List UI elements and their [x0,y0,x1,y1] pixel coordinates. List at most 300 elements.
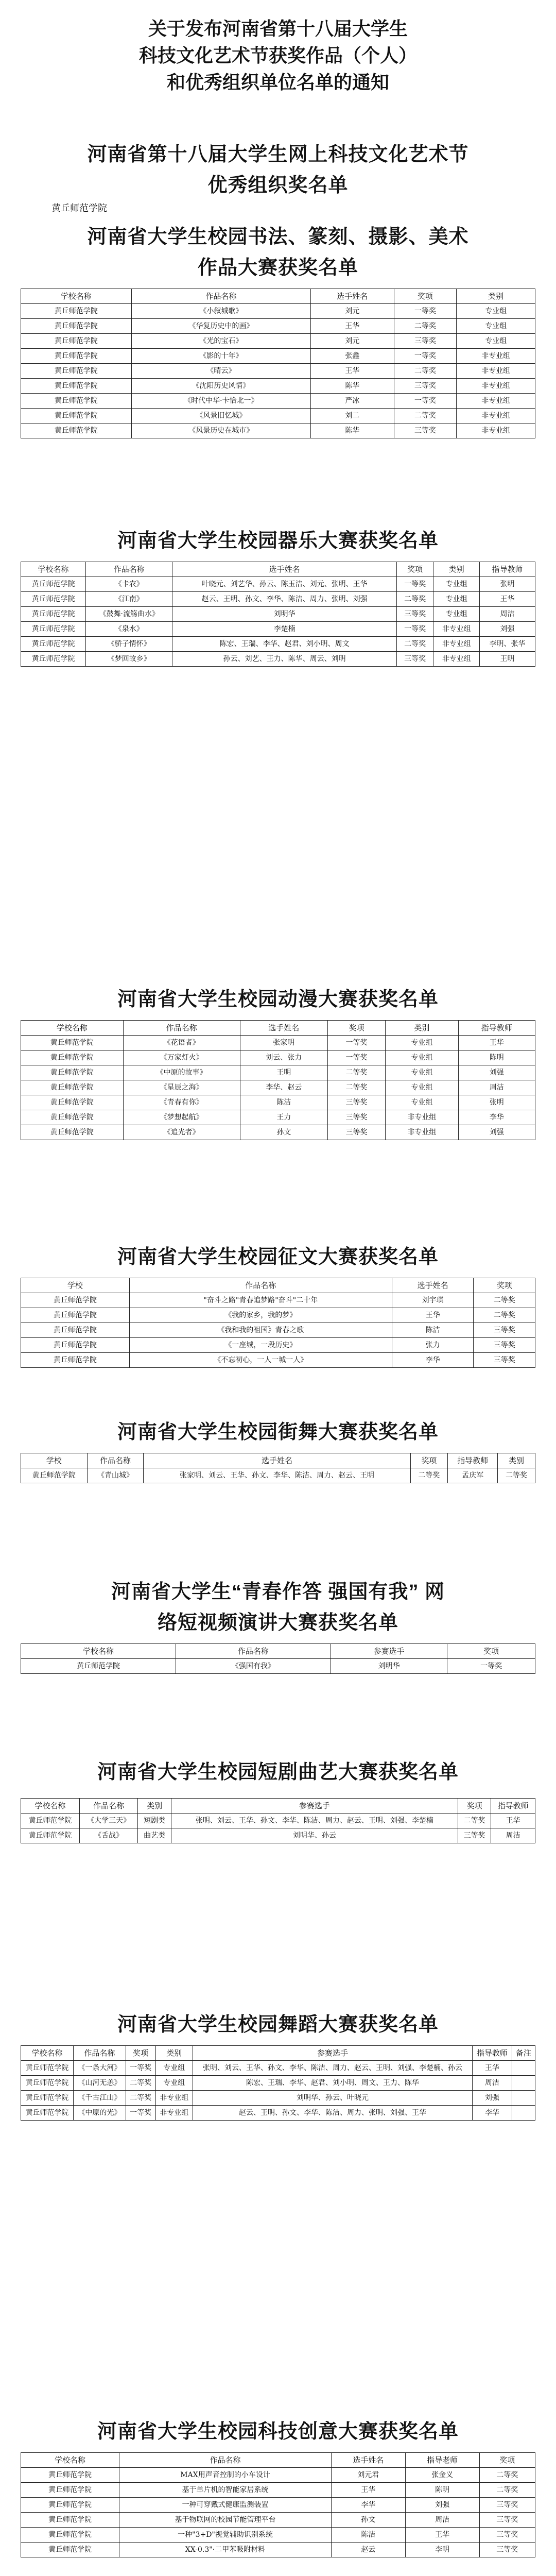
table-cell: 非专业组 [155,2091,193,2106]
table-cell: 《中原的光》 [73,2106,126,2121]
table-cell: 专业组 [386,1036,458,1050]
table-header-row [21,1644,535,1659]
table-cell: 张家明 [240,1036,327,1050]
table-cell: 专业组 [155,2061,193,2076]
column-header: 选手姓名 [240,1021,327,1036]
column-header: 类别 [138,1799,171,1814]
table-cell: 三等奖 [327,1095,386,1110]
table-cell: 《华复历史中的画》 [131,319,310,334]
table-row [21,1659,535,1674]
table-cell: 专业组 [433,592,480,607]
results-table [21,1453,535,1483]
table-row [21,607,535,622]
table-cell: 三等奖 [479,2513,535,2528]
section-title-line: 作品大赛获奖名单 [197,257,358,279]
table-cell: 李华 [392,1353,474,1368]
table-cell: 刘二 [311,409,394,423]
table-row [21,2513,535,2528]
table-cell: 周洁 [458,1080,535,1095]
table-cell: 刘明华 [331,1659,447,1674]
table-cell: 严冰 [311,394,394,409]
table-cell: 黄丘师范学院 [21,1659,176,1674]
column-header: 学校名称 [21,2453,119,2468]
column-header: 作品名称 [86,562,172,577]
table-cell: 三等奖 [394,334,457,349]
table-row [21,423,535,438]
table-cell: 王华 [311,364,394,379]
table-cell: 陈明 [405,2483,479,2498]
table-cell: 黄丘师范学院 [21,1308,130,1323]
table-cell: 非专业组 [433,637,480,652]
table-row [21,2106,535,2121]
table-row [21,2061,535,2076]
table-cell: 黄丘师范学院 [21,1050,124,1065]
table-row [21,394,535,409]
table-cell: 张金义 [405,2468,479,2483]
table-row [21,1036,535,1050]
table-cell: 非专业组 [433,622,480,637]
table-cell: 黄丘师范学院 [21,607,86,622]
table-cell: 王力 [240,1110,327,1125]
results-table [21,1643,535,1674]
column-header: 指导教师 [491,1799,535,1814]
dance-section [21,2009,535,2121]
table-row [21,1468,535,1483]
column-header: 奖项 [410,1453,448,1468]
table-cell: 赵云 [331,2543,405,2557]
section-title: 河南省大学生校园科技创意大赛获奖名单 [97,2421,459,2443]
section-title-line: 络短视频演讲大赛获奖名单 [157,1612,398,1634]
table-cell: 周洁 [491,1828,535,1843]
table-cell: 二等奖 [396,637,433,652]
table-cell: 《小叙城歌》 [131,304,310,319]
table-cell: 非专业组 [457,423,535,438]
table-cell: 黄丘师范学院 [21,2483,119,2498]
table-row [21,409,535,423]
section-title-line: 优秀组织奖名单 [207,175,349,196]
table-row [21,1308,535,1323]
section-title-line: 河南省第十八届大学生网上科技文化艺术节 [87,144,469,165]
table-cell: "奋斗之路"青春追梦路"奋斗"二十年 [129,1293,392,1308]
table-row [21,1080,535,1095]
table-cell: 王明 [240,1065,327,1080]
column-header: 作品名称 [87,1453,144,1468]
drama-section [21,1757,535,1843]
table-cell: 黄丘师范学院 [21,1293,130,1308]
table-cell: 张明、刘云、王华、孙文、李华、陈洁、周力、赵云、王明、刘强、李楚楠 [171,1814,458,1828]
table-row [21,577,535,592]
table-cell: 三等奖 [396,607,433,622]
table-row [21,1353,535,1368]
table-cell: 陈宏、王瑞、李华、赵君、刘小明、周文、王力、陈华 [193,2076,473,2091]
table-cell: 《大学三天》 [79,1814,138,1828]
calligraphy-section [21,222,535,438]
table-row [21,1323,535,1338]
doc-title-line: 关于发布河南省第十八届大学生 [148,18,408,40]
table-cell: 《鼓舞·流觞曲水》 [86,607,172,622]
table-cell: 《追光者》 [123,1125,240,1140]
table-cell: 《我和我的祖国》青春之歌 [129,1323,392,1338]
column-header: 奖项 [474,1278,535,1293]
instrumental-section [21,526,535,667]
doc-title-line: 和优秀组织单位名单的通知 [166,72,389,93]
table-cell: 李华 [458,1110,535,1125]
column-header: 类别 [386,1021,458,1036]
table-cell: 黄丘师范学院 [21,1125,124,1140]
table-cell: 刘强 [473,2091,512,2106]
table-cell: 张鑫 [311,349,394,364]
table-cell: 非专业组 [457,409,535,423]
column-header: 作品名称 [123,1021,240,1036]
table-cell: 张家明、刘云、王华、孙文、李华、陈洁、周力、赵云、王明 [144,1468,410,1483]
table-cell: 三等奖 [474,1323,535,1338]
table-cell: 二等奖 [479,2468,535,2483]
table-cell: 黄丘师范学院 [21,2091,74,2106]
table-cell: 赵云、王明、孙文、李华、陈洁、周力、张明、刘强、王华 [193,2106,473,2121]
table-row [21,2498,535,2513]
section-title: 河南省大学生校园动漫大赛获奖名单 [117,989,439,1010]
table-cell: 黄丘师范学院 [21,1828,80,1843]
column-header: 类别 [498,1453,535,1468]
table-cell: 黄丘师范学院 [21,592,86,607]
table-cell: 王华 [405,2528,479,2543]
table-cell: 《一条大河》 [73,2061,126,2076]
table-cell: 三等奖 [394,379,457,394]
table-cell: 一等奖 [327,1036,386,1050]
table-cell: 张明 [458,1095,535,1110]
table-header-row [21,2046,535,2061]
table-cell: 《泉水》 [86,622,172,637]
table-cell: 二等奖 [479,2483,535,2498]
table-cell: 《一座城，一段历史》 [129,1338,392,1353]
table-cell: 《舌战》 [79,1828,138,1843]
table-cell: 黄丘师范学院 [21,637,86,652]
table-cell: 一等奖 [396,577,433,592]
animation-section [21,984,535,1140]
table-row [21,592,535,607]
column-header: 指导老师 [405,2453,479,2468]
table-cell: MAX用声音控制的小车设计 [119,2468,332,2483]
column-header: 参赛选手 [193,2046,473,2061]
table-row [21,1814,535,1828]
table-cell: 基于单片机的智能家居系统 [119,2483,332,2498]
section-title [21,1577,535,1638]
table-header-row [21,1278,535,1293]
table-cell: 王华 [392,1308,474,1323]
table-cell: 一等奖 [394,349,457,364]
table-header-row [21,1799,535,1814]
org-name: 黄丘师范学院 [51,203,107,214]
table-cell: 李明 [405,2543,479,2557]
table-cell: 《风景历史在城市》 [131,423,310,438]
column-header: 奖项 [396,562,433,577]
table-cell: 刘云、张力 [240,1050,327,1065]
table-cell: 刘宇琪 [392,1293,474,1308]
column-header: 备注 [512,2046,535,2061]
table-cell: 黄丘师范学院 [21,2513,119,2528]
table-cell: 专业组 [457,334,535,349]
table-cell: 黄丘师范学院 [21,423,132,438]
speech-section [21,1577,535,1674]
results-table [21,1020,535,1140]
table-cell: 王华 [331,2483,405,2498]
table-cell: 二等奖 [396,592,433,607]
table-row [21,2076,535,2091]
table-cell: 张明、刘云、王华、孙文、李华、陈洁、周力、赵云、王明、刘强、李楚楠、孙云 [193,2061,473,2076]
table-cell: 李华 [331,2498,405,2513]
table-cell: 黄丘师范学院 [21,1353,130,1368]
table-row [21,1338,535,1353]
table-cell: 《梦想起航》 [123,1110,240,1125]
table-cell: 黄丘师范学院 [21,2528,119,2543]
table-cell: 非专业组 [457,364,535,379]
table-cell: 《时代中华·卡恰北一》 [131,394,310,409]
results-table [21,2045,535,2121]
table-cell: 《风景旧忆城》 [131,409,310,423]
table-row [21,2543,535,2557]
table-cell: 王华 [473,2061,512,2076]
table-cell: 二等奖 [327,1065,386,1080]
table-cell: 黄丘师范学院 [21,1323,130,1338]
table-cell: 黄丘师范学院 [21,349,132,364]
table-cell: 张力 [392,1338,474,1353]
table-cell: 一种"3+D"视觉辅助识别系统 [119,2528,332,2543]
table-cell: 《梦回故乡》 [86,652,172,667]
table-cell: 一等奖 [394,304,457,319]
table-cell: 李华 [473,2106,512,2121]
table-cell: 黄丘师范学院 [21,2498,119,2513]
table-cell: 黄丘师范学院 [21,2076,74,2091]
column-header: 类别 [155,2046,193,2061]
column-header: 作品名称 [176,1644,331,1659]
table-cell: 二等奖 [394,364,457,379]
table-cell: 一等奖 [396,622,433,637]
section-title [21,222,535,283]
table-cell: 《星辰之海》 [123,1080,240,1095]
table-cell: 三等奖 [394,423,457,438]
table-cell: 陈明 [458,1050,535,1065]
table-cell: 陈洁 [331,2528,405,2543]
table-cell: 王明 [480,652,535,667]
column-header: 作品名称 [79,1799,138,1814]
table-cell: 孟庆军 [448,1468,498,1483]
table-cell: 孙文 [331,2513,405,2528]
table-cell: 一等奖 [126,2061,155,2076]
table-cell: 《青山城》 [87,1468,144,1483]
table-cell: 三等奖 [327,1125,386,1140]
table-cell: 王华 [311,319,394,334]
doc-title [0,15,556,96]
table-cell: 《江南》 [86,592,172,607]
table-cell: 一等奖 [327,1050,386,1065]
table-cell: 专业组 [386,1095,458,1110]
table-cell: 《光的宝石》 [131,334,310,349]
table-cell: 黄丘师范学院 [21,622,86,637]
table-cell: 孙文 [240,1125,327,1140]
column-header: 学校 [21,1278,130,1293]
table-cell: 李楚楠 [172,622,397,637]
table-cell: 黄丘师范学院 [21,1338,130,1353]
table-cell: 专业组 [457,304,535,319]
table-row [21,2528,535,2543]
table-cell: 黄丘师范学院 [21,1468,88,1483]
section-title: 河南省大学生校园器乐大赛获奖名单 [117,530,439,552]
table-header-row [21,1021,535,1036]
table-cell: 曲艺类 [138,1828,171,1843]
table-cell: 刘明华 [172,607,397,622]
table-cell: 三等奖 [474,1353,535,1368]
table-cell: 陈华 [311,379,394,394]
table-cell: 刘强 [458,1125,535,1140]
table-cell: 二等奖 [458,1814,491,1828]
table-cell: 三等奖 [474,1338,535,1353]
table-cell: 赵云、王明、孙文、李华、陈洁、周力、张明、刘强 [172,592,397,607]
column-header: 学校名称 [21,1021,124,1036]
column-header: 选手姓名 [392,1278,474,1293]
table-row [21,2483,535,2498]
table-row [21,1065,535,1080]
table-cell: 一等奖 [447,1659,535,1674]
table-row [21,1095,535,1110]
table-cell: 《山河无恙》 [73,2076,126,2091]
table-header-row [21,2453,535,2468]
table-cell: 《中原的故事》 [123,1065,240,1080]
column-header: 选手姓名 [144,1453,410,1468]
results-table [21,289,535,438]
table-cell: 黄丘师范学院 [21,1065,124,1080]
table-cell: 一等奖 [394,394,457,409]
table-cell: 《沈阳历史风情》 [131,379,310,394]
table-cell: 非专业组 [155,2106,193,2121]
table-cell: 《万家灯火》 [123,1050,240,1065]
table-row [21,622,535,637]
table-cell: 《我的家乡，我的梦》 [129,1308,392,1323]
table-header-row [21,1453,535,1468]
results-table [21,2452,535,2557]
section-title [21,139,535,201]
column-header: 奖项 [394,289,457,304]
table-cell [512,2061,535,2076]
table-cell: 短剧类 [138,1814,171,1828]
column-header: 奖项 [447,1644,535,1659]
section-title: 河南省大学生校园街舞大赛获奖名单 [117,1421,439,1443]
table-row [21,349,535,364]
table-cell: 二等奖 [394,319,457,334]
table-cell: 《花语者》 [123,1036,240,1050]
column-header: 学校名称 [21,1799,80,1814]
table-cell: 刘元 [311,334,394,349]
table-cell: 黄丘师范学院 [21,1080,124,1095]
column-header: 奖项 [126,2046,155,2061]
table-header-row [21,562,535,577]
table-cell: 刘强 [405,2498,479,2513]
table-cell: 专业组 [457,319,535,334]
table-cell: 非专业组 [386,1110,458,1125]
column-header: 指导教师 [473,2046,512,2061]
table-cell: 《强国有我》 [176,1659,331,1674]
table-cell: 李明、张华 [480,637,535,652]
table-cell: 陈宏、王瑞、李华、赵君、刘小明、周文 [172,637,397,652]
column-header: 选手姓名 [311,289,394,304]
table-cell: 叶晓元、刘艺华、孙云、陈玉洁、刘元、张明、王华 [172,577,397,592]
table-cell: 非专业组 [457,394,535,409]
column-header: 作品名称 [131,289,310,304]
table-cell: 二等奖 [410,1468,448,1483]
column-header: 作品名称 [129,1278,392,1293]
table-cell: 非专业组 [433,652,480,667]
column-header: 学校 [21,1453,88,1468]
table-cell: 刘强 [480,622,535,637]
table-cell: 刘元君 [331,2468,405,2483]
table-cell: 二等奖 [474,1308,535,1323]
table-row [21,304,535,319]
section-title: 河南省大学生校园短剧曲艺大赛获奖名单 [97,1761,459,1783]
table-cell: 周洁 [480,607,535,622]
table-cell: 《骄子情怀》 [86,637,172,652]
table-cell: 王华 [491,1814,535,1828]
results-table [21,1278,535,1368]
table-cell: 黄丘师范学院 [21,577,86,592]
section-title-line: 河南省大学生“青春作答 强国有我” 网 [111,1581,445,1603]
column-header: 指导教师 [458,1021,535,1036]
column-header: 作品名称 [73,2046,126,2061]
section-title: 河南省大学生校园征文大赛获奖名单 [117,1246,439,1268]
table-cell: 黄丘师范学院 [21,652,86,667]
table-cell: 二等奖 [126,2091,155,2106]
column-header: 参赛选手 [171,1799,458,1814]
table-cell: 《青春有你》 [123,1095,240,1110]
table-cell: 三等奖 [479,2498,535,2513]
table-cell: 三等奖 [479,2543,535,2557]
column-header: 作品名称 [119,2453,332,2468]
column-header: 指导教师 [448,1453,498,1468]
table-cell: 黄丘师范学院 [21,364,132,379]
table-cell: 孙云、刘艺、王力、陈华、周云、刘明 [172,652,397,667]
table-cell: 专业组 [155,2076,193,2091]
column-header: 学校名称 [21,289,132,304]
table-cell: 刘明华、孙云 [171,1828,458,1843]
section-title-line: 河南省大学生校园书法、篆刻、摄影、美术 [87,226,469,248]
org-award-section [21,139,535,216]
tech-section [21,2416,535,2557]
table-cell [512,2106,535,2121]
table-cell: 专业组 [433,607,480,622]
table-row [21,637,535,652]
column-header: 类别 [457,289,535,304]
column-header: 奖项 [479,2453,535,2468]
table-cell: 专业组 [386,1050,458,1065]
column-header: 选手姓名 [331,2453,405,2468]
table-cell: 二等奖 [474,1293,535,1308]
table-row [21,364,535,379]
table-cell: 二等奖 [327,1080,386,1095]
results-table [21,562,535,667]
table-cell: 非专业组 [457,349,535,364]
table-row [21,2091,535,2106]
table-cell: 三等奖 [327,1110,386,1125]
table-cell: 《千古江山》 [73,2091,126,2106]
table-row [21,1293,535,1308]
table-cell: 黄丘师范学院 [21,2061,74,2076]
document [0,15,556,2554]
table-cell: 刘明华、孙云、叶晓元 [193,2091,473,2106]
column-header: 学校名称 [21,2046,74,2061]
table-row [21,319,535,334]
table-cell: 一等奖 [126,2106,155,2121]
table-cell: 黄丘师范学院 [21,2106,74,2121]
table-cell: 《晴云》 [131,364,310,379]
table-row [21,652,535,667]
